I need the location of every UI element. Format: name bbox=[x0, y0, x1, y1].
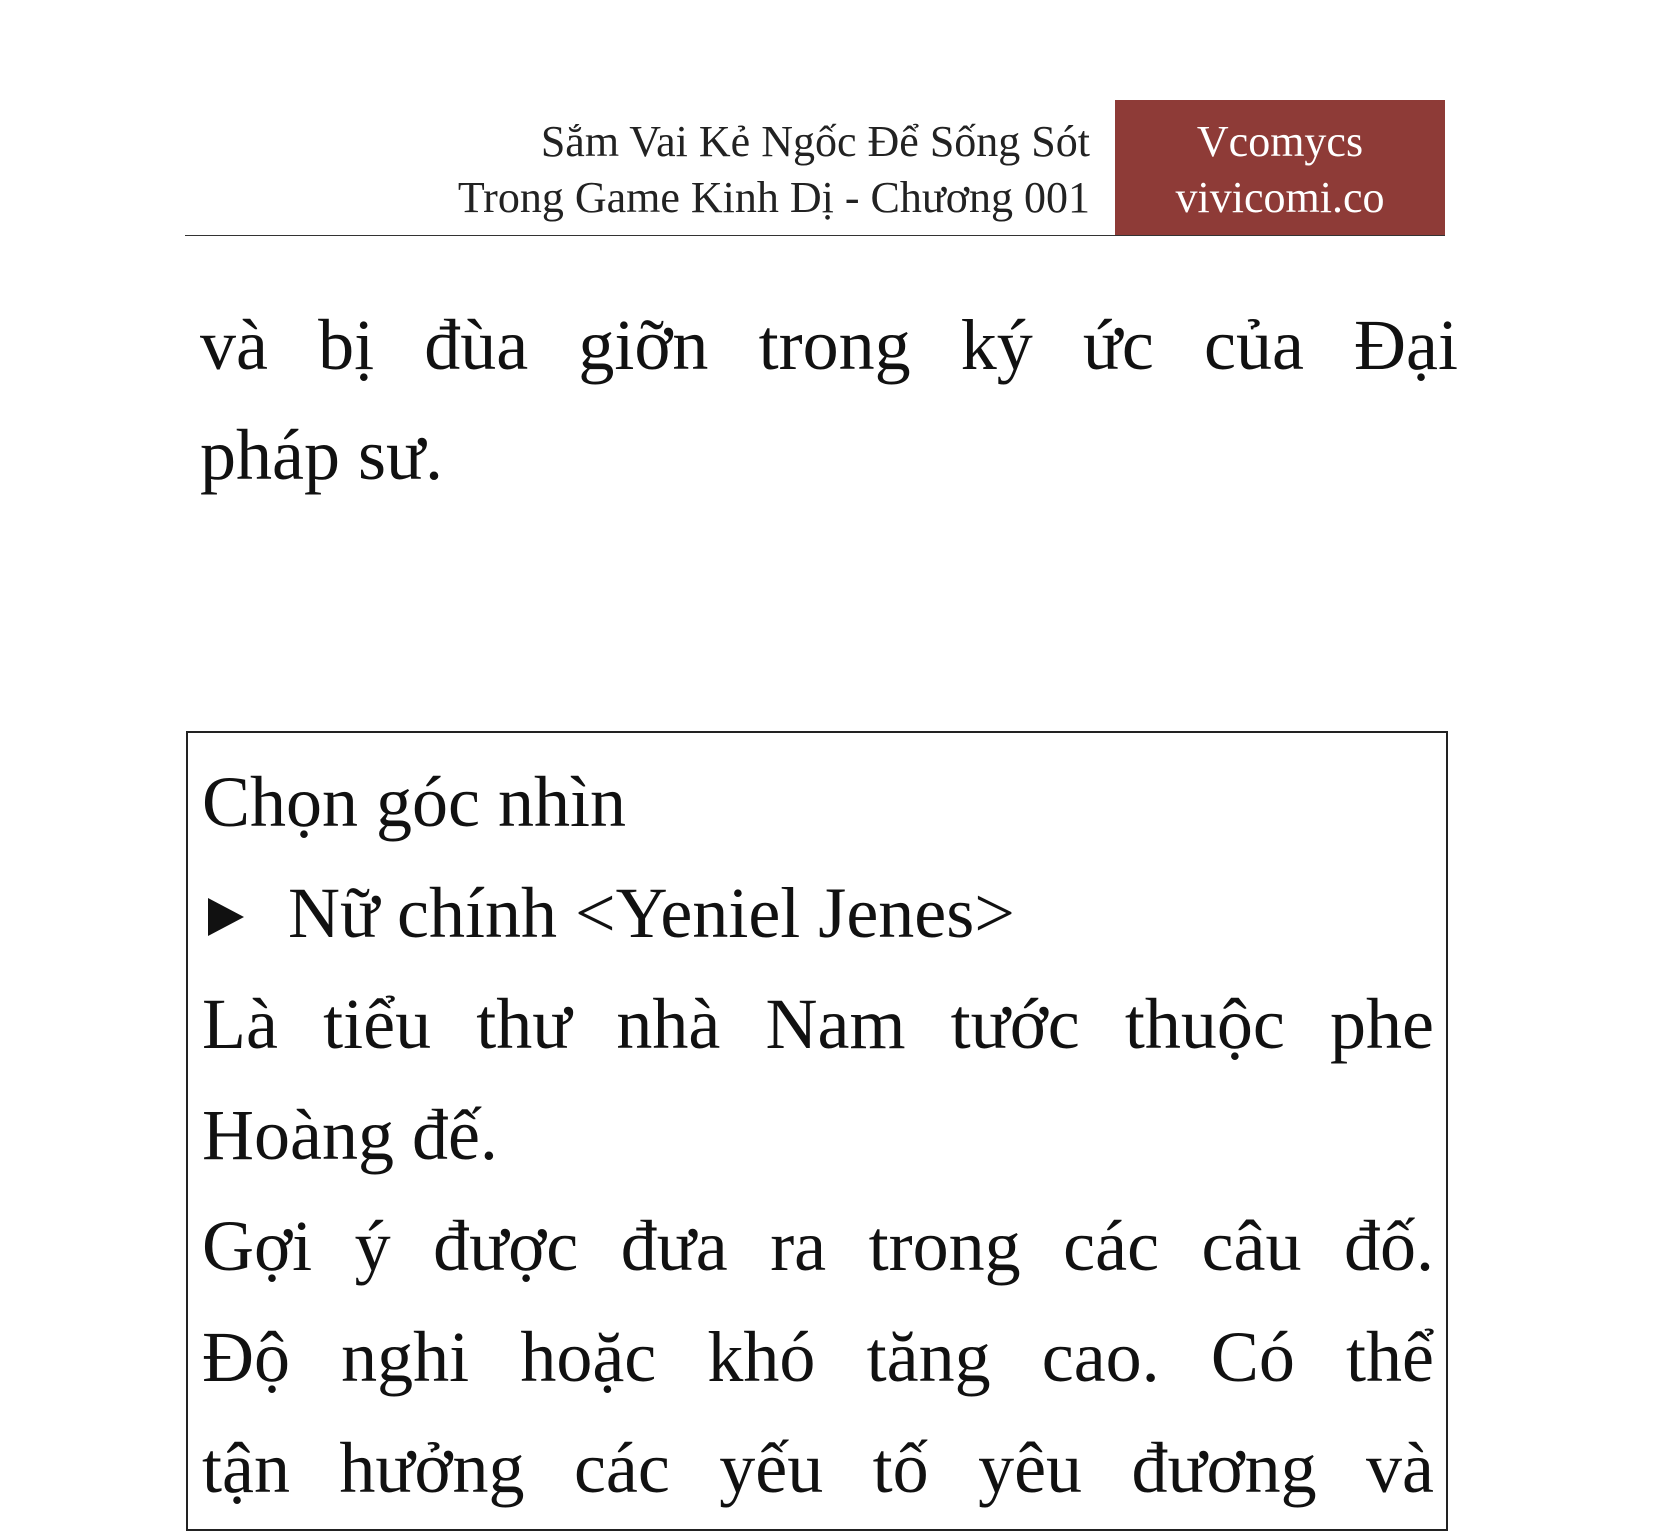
option-heroine[interactable] bbox=[202, 858, 1434, 969]
page-header bbox=[185, 100, 1445, 236]
perspective-selection-content bbox=[202, 747, 1434, 1524]
description-line-4: Độ nghi hoặc khó tăng cao. Có thể bbox=[202, 1317, 1434, 1397]
description-line-2: Hoàng đế. bbox=[202, 1095, 498, 1175]
description-line-3: Gợi ý được đưa ra trong các câu đố. bbox=[202, 1206, 1434, 1286]
chapter-title-line-2: Trong Game Kinh Dị - Chương 001 bbox=[457, 173, 1090, 222]
triangle-right-icon bbox=[208, 898, 244, 936]
header-divider bbox=[185, 235, 1445, 236]
chapter-title-line-1: Sắm Vai Kẻ Ngốc Để Sống Sót bbox=[540, 117, 1090, 166]
story-line-2: pháp sư. bbox=[200, 415, 443, 495]
perspective-selection-box bbox=[186, 731, 1448, 1531]
story-line-1: và bị đùa giỡn trong ký ức của Đại bbox=[200, 305, 1458, 385]
option-heroine-label: Nữ chính <Yeniel Jenes> bbox=[288, 873, 1015, 953]
chapter-title bbox=[185, 114, 1090, 226]
story-paragraph bbox=[200, 290, 1458, 510]
brand-name: Vcomycs bbox=[1196, 117, 1364, 166]
panel-heading: Chọn góc nhìn bbox=[202, 762, 626, 842]
brand-site: vivicomi.co bbox=[1175, 173, 1385, 222]
description-line-5: tận hưởng các yếu tố yêu đương và bbox=[202, 1428, 1434, 1508]
brand-badge bbox=[1115, 100, 1445, 236]
description-line-1: Là tiểu thư nhà Nam tước thuộc phe bbox=[202, 984, 1434, 1064]
